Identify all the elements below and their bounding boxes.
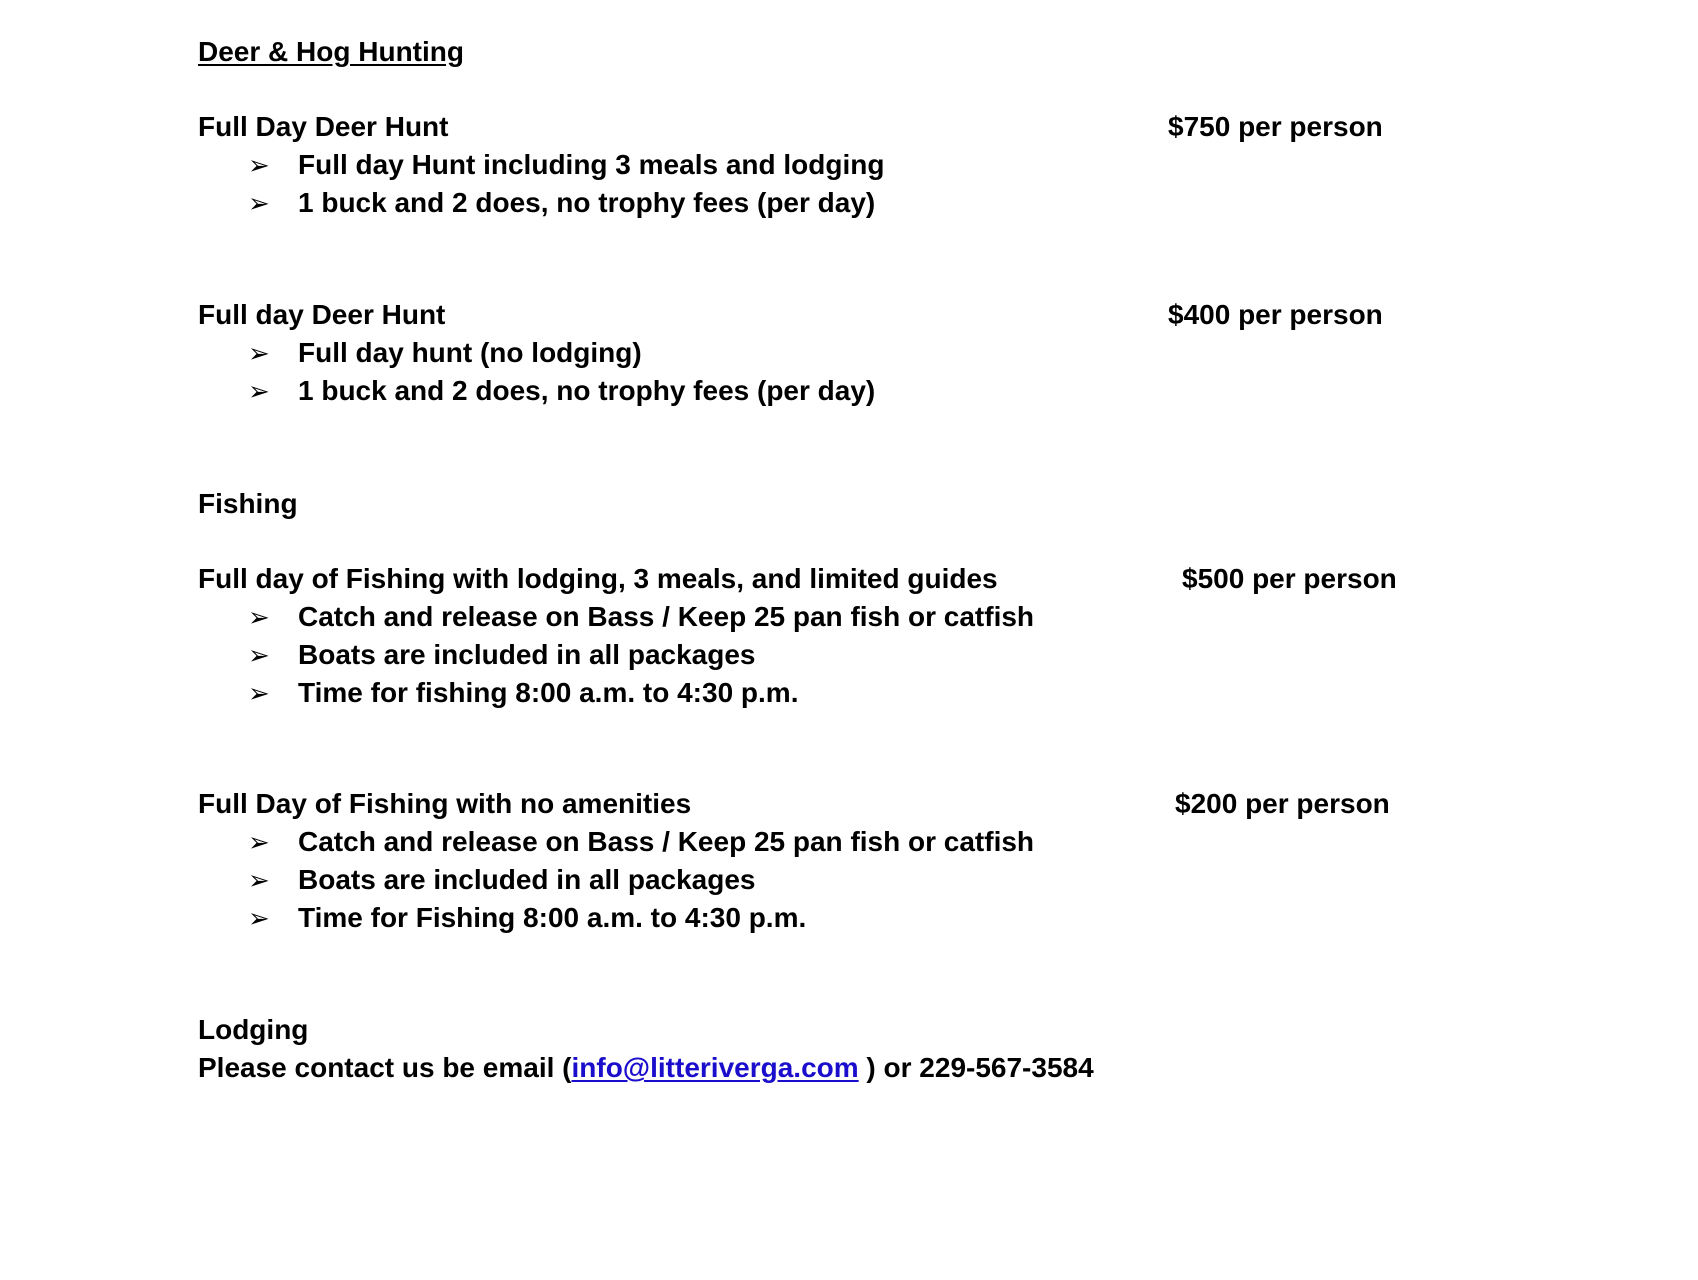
package-title: Full Day of Fishing with no amenities xyxy=(198,788,692,819)
email-link[interactable]: info@litteriverga.com xyxy=(571,1052,859,1083)
package-price: $200 per person xyxy=(1175,788,1390,819)
arrowhead-bullet-icon: ➢ xyxy=(248,641,270,671)
contact-line xyxy=(198,1054,1094,1082)
list-item: ➢ Boats are included in all packages xyxy=(248,639,756,671)
package-price: $500 per person xyxy=(1182,563,1397,594)
package-title: Full day Deer Hunt xyxy=(198,299,446,330)
contact-prefix: Please contact us be email ( xyxy=(198,1052,572,1083)
list-item: ➢ Full day hunt (no lodging) xyxy=(248,337,642,369)
arrowhead-bullet-icon: ➢ xyxy=(248,866,270,896)
section-heading-fishing: Fishing xyxy=(198,488,298,519)
list-item: ➢ Time for Fishing 8:00 a.m. to 4:30 p.m. xyxy=(248,902,807,934)
package-price: $750 per person xyxy=(1168,111,1383,142)
arrowhead-bullet-icon: ➢ xyxy=(248,339,270,369)
arrowhead-bullet-icon: ➢ xyxy=(248,828,270,858)
section-heading-lodging: Lodging xyxy=(198,1014,309,1045)
list-item: ➢ Full day Hunt including 3 meals and lodging xyxy=(248,149,885,181)
arrowhead-bullet-icon: ➢ xyxy=(248,904,270,934)
contact-suffix: ) or 229-567-3584 xyxy=(858,1052,1094,1083)
package-title: Full Day Deer Hunt xyxy=(198,111,449,142)
arrowhead-bullet-icon: ➢ xyxy=(248,377,270,407)
list-item: ➢ 1 buck and 2 does, no trophy fees (per day) xyxy=(248,375,876,407)
arrowhead-bullet-icon: ➢ xyxy=(248,679,270,709)
list-item: ➢ 1 buck and 2 does, no trophy fees (per day) xyxy=(248,187,876,219)
list-item: ➢ Catch and release on Bass / Keep 25 pan fish or catfish xyxy=(248,826,1035,858)
list-item: ➢ Boats are included in all packages xyxy=(248,864,756,896)
list-item: ➢ Time for fishing 8:00 a.m. to 4:30 p.m. xyxy=(248,677,799,709)
arrowhead-bullet-icon: ➢ xyxy=(248,603,270,633)
list-item: ➢ Catch and release on Bass / Keep 25 pan fish or catfish xyxy=(248,601,1035,633)
package-title: Full day of Fishing with lodging, 3 meals, and limited guides xyxy=(198,563,998,594)
arrowhead-bullet-icon: ➢ xyxy=(248,151,270,181)
section-heading-hunting: Deer & Hog Hunting xyxy=(198,36,464,67)
arrowhead-bullet-icon: ➢ xyxy=(248,189,270,219)
package-price: $400 per person xyxy=(1168,299,1383,330)
